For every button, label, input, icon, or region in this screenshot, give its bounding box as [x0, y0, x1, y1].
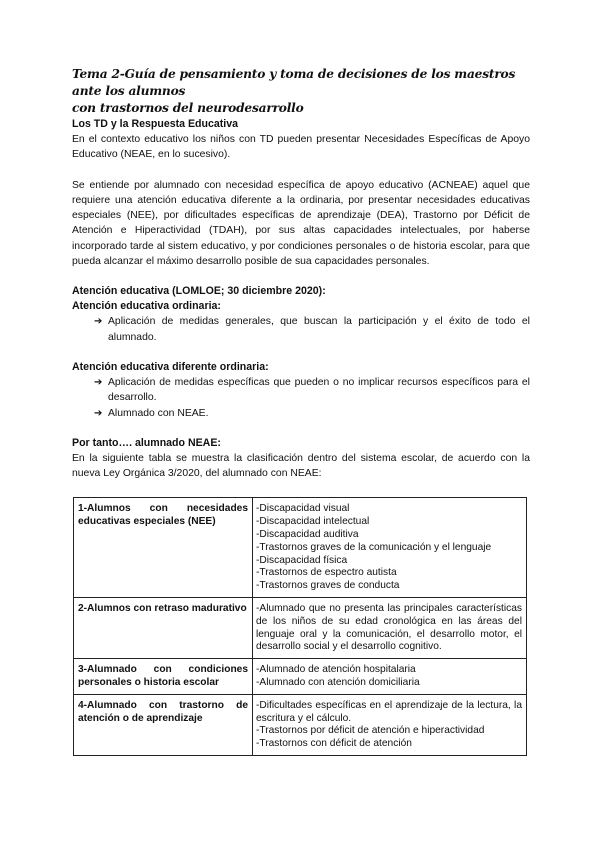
table-cell-category: 4-Alumnado con trastorno de atención o de aprendizaje — [74, 694, 253, 755]
table-cell-description: -Dificultades específicas en el aprendizaje de la lectura, la escritura y el cálculo. -Trastornos por déficit de atención e hiperactividad -Trastornos con déficit de atención — [253, 694, 527, 755]
table-row — [74, 694, 527, 755]
acneae-definition-paragraph: Se entiende por alumnado con necesidad específica de apoyo educativo (ACNEAE) aquel que requiere una atención educativa diferente a la ordinaria, por presentar necesidades educativas especiales (NEE), por dificultades específicas de aprendizaje (DEA), Trastorno por Déficit de Atención e Hiperactividad (TDAH), por sus altas capacidades intelectuales, por haberse incorporado tarde al sistem educativo, y por condiciones personales o de historia escolar, para que pueda alcanzar el máximo desarrollo posible de sua capacidades personales. — [72, 179, 530, 268]
table-cell-description: -Alumnado que no presenta las principales características de los niños de su edad cronológica en las áreas del lenguaje oral y la comunicación, el desarrollo motor, el desarrollo social y el desarrollo cognitivo. — [253, 598, 527, 659]
table-cell-description: -Alumnado de atención hospitalaria -Alumnado con atención domiciliaria — [253, 659, 527, 695]
subheading-ordinaria: Atención educativa ordinaria: — [72, 300, 221, 313]
section-heading-td: Los TD y la Respuesta Educativa — [72, 118, 239, 130]
section-heading-neae: Por tanto…. alumnado NEAE: — [72, 436, 221, 449]
table-cell-description: -Discapacidad visual -Discapacidad intelectual -Discapacidad auditiva -Trastornos graves de la comunicación y el lenguaje -Discapacidad física -Trastornos de espectro autista -Trastornos graves de conducta — [253, 498, 527, 598]
table-row — [74, 598, 527, 659]
document-title — [72, 66, 530, 117]
list-ordinaria — [72, 314, 530, 345]
title-line-1: Tema 2-Guía de pensamiento y toma de decisiones de los maestros ante los alumnos — [72, 67, 516, 98]
intro-paragraph: En el contexto educativo los niños con TD pueden presentar Necesidades Específicas de Apoyo Educativo (NEAE, en lo sucesivo). — [72, 134, 530, 161]
arrow-icon: ➔ — [94, 376, 103, 388]
list-diferente-ordinaria — [72, 375, 530, 421]
list-item: ➔ Alumnado con NEAE. — [94, 406, 530, 421]
title-line-2: con trastornos del neurodesarrollo — [72, 101, 304, 115]
list-item: ➔ Aplicación de medidas generales, que buscan la participación y el éxito de todo el alumnado. — [94, 316, 530, 343]
arrow-icon: ➔ — [94, 316, 103, 328]
neae-classification-table — [73, 497, 527, 756]
table-cell-category: 3-Alumnado con condiciones personales o historia escolar — [74, 659, 253, 695]
list-item: ➔ Aplicación de medidas específicas que pueden o no implicar recursos específicos para el desarrollo. — [94, 376, 530, 404]
subheading-diferente-ordinaria: Atención educativa diferente ordinaria: — [72, 360, 269, 373]
table-row — [74, 659, 527, 695]
table-cell-category: 1-Alumnos con necesidades educativas especiales (NEE) — [74, 498, 253, 598]
table-row — [74, 498, 527, 598]
section-heading-atencion: Atención educativa (LOMLOE; 30 diciembre 2020): — [72, 285, 326, 298]
table-intro-paragraph: En la siguiente tabla se muestra la clasificación dentro del sistema escolar, de acuerdo con la nueva Ley Orgánica 3/2020, del alumnado con NEAE: — [72, 452, 530, 480]
table-cell-category: 2-Alumnos con retraso madurativo — [74, 598, 253, 659]
arrow-icon: ➔ — [94, 407, 103, 419]
document-page — [72, 66, 530, 756]
